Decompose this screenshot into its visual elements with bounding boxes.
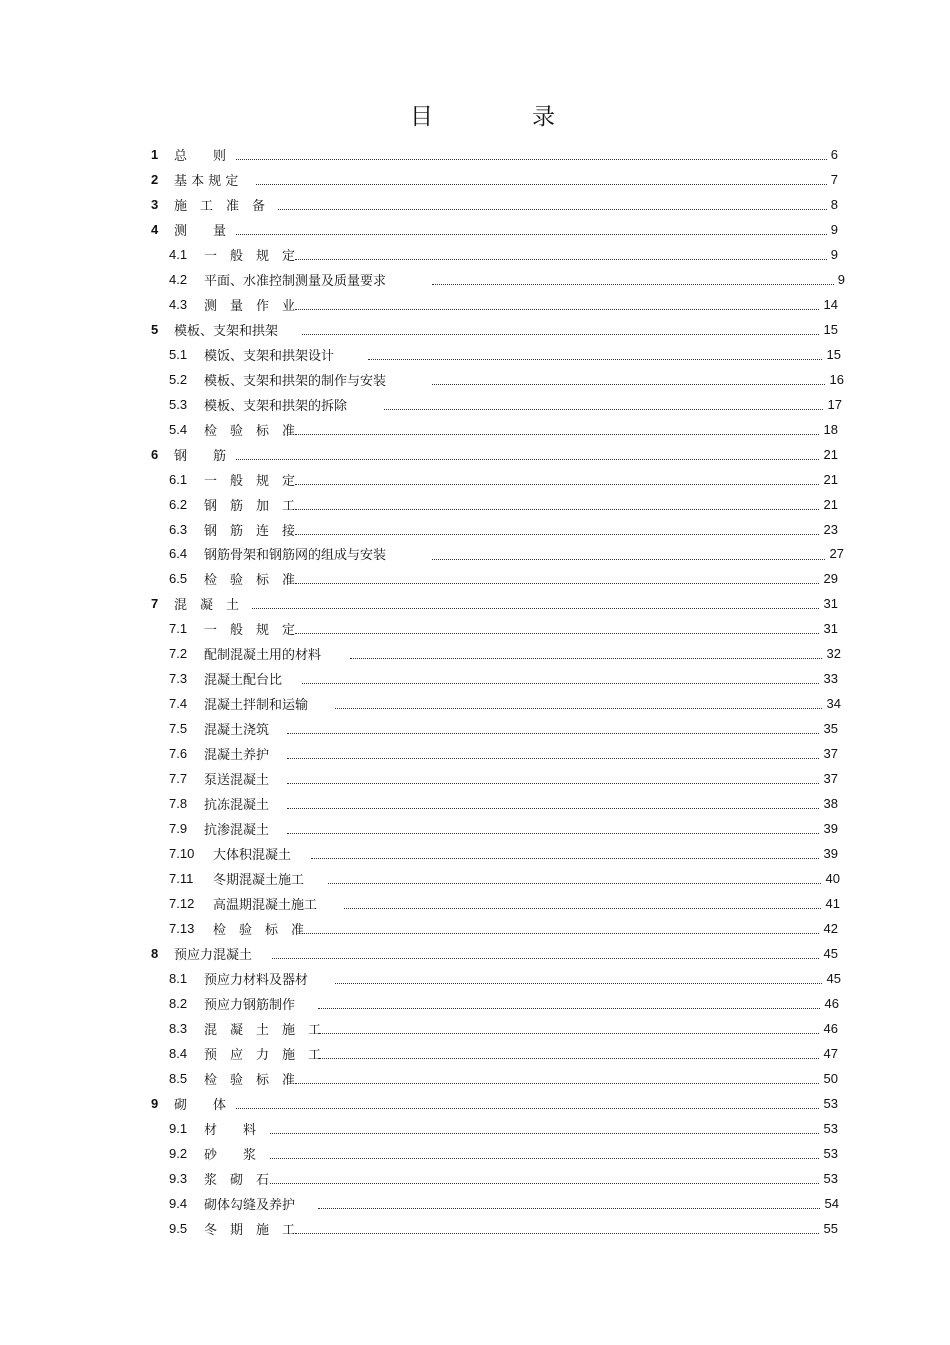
toc-entry-title: 钢 筋	[174, 448, 227, 464]
toc-entry-title: 钢 筋 加 工	[204, 498, 296, 514]
toc-section-entry[interactable]	[0, 1216, 950, 1241]
toc-entry-title: 模板、支架和拱架	[174, 323, 279, 339]
toc-entry-number: 5.3	[169, 396, 188, 412]
toc-section-entry[interactable]	[0, 841, 950, 866]
toc-section-entry[interactable]	[0, 517, 950, 542]
toc-entry-number: 9.5	[169, 1220, 188, 1236]
toc-leader-dots	[344, 907, 821, 909]
toc-page-number: 18	[823, 421, 838, 437]
toc-entry-title: 平面、水准控制测量及质量要求	[204, 273, 387, 289]
toc-entry-title: 检 验 标 准	[204, 573, 296, 589]
toc-page-number: 46	[823, 1020, 838, 1036]
toc-page-number: 34	[826, 696, 841, 712]
toc-entry-number: 7.9	[169, 821, 188, 837]
toc-page-number: 40	[825, 871, 840, 887]
toc-chapter-entry[interactable]	[0, 167, 950, 192]
toc-section-entry[interactable]	[0, 766, 950, 791]
toc-section-entry[interactable]	[0, 542, 950, 567]
toc-leader-dots	[236, 458, 819, 460]
toc-entry-number: 3	[151, 196, 159, 212]
toc-leader-dots	[287, 832, 819, 834]
toc-entry-title: 砌体勾缝及养护	[204, 1197, 296, 1213]
toc-entry-number: 2	[151, 171, 159, 187]
toc-entry-title: 混 凝 土	[174, 598, 240, 614]
toc-leader-dots	[287, 807, 819, 809]
toc-leader-dots	[318, 1207, 820, 1209]
toc-page-number: 53	[823, 1145, 838, 1161]
toc-chapter-entry[interactable]	[0, 142, 950, 167]
toc-entry-title: 模饭、支架和拱架设计	[204, 348, 335, 364]
toc-entry-title: 模板、支架和拱架的拆除	[204, 398, 348, 414]
toc-page-number: 39	[823, 821, 838, 837]
toc-entry-number: 7.2	[169, 646, 188, 662]
toc-entry-title: 混凝土养护	[204, 748, 270, 764]
toc-leader-dots	[270, 1132, 819, 1134]
toc-section-entry[interactable]	[0, 1141, 950, 1166]
toc-section-entry[interactable]	[0, 1191, 950, 1216]
toc-leader-dots	[295, 1082, 819, 1084]
toc-leader-dots	[287, 782, 819, 784]
toc-entry-number: 7.5	[169, 721, 188, 737]
toc-leader-dots	[302, 333, 819, 335]
toc-entry-number: 7.12	[169, 896, 195, 912]
toc-leader-dots	[295, 632, 819, 634]
toc-entry-number: 4	[151, 221, 159, 237]
toc-leader-dots	[295, 533, 819, 535]
toc-entry-title: 施 工 准 备	[174, 198, 266, 214]
toc-leader-dots	[318, 1032, 819, 1034]
toc-entry-title: 大体积混凝土	[213, 848, 292, 864]
table-of-contents	[0, 142, 950, 1241]
toc-entry-number: 1	[151, 146, 159, 162]
toc-entry-number: 5.4	[169, 421, 188, 437]
toc-page-number: 21	[823, 471, 838, 487]
toc-entry-number: 7.8	[169, 796, 188, 812]
toc-entry-number: 4.1	[169, 246, 188, 262]
toc-entry-title: 高温期混凝土施工	[213, 898, 318, 914]
toc-section-entry[interactable]	[0, 891, 950, 916]
toc-entry-number: 8	[151, 945, 159, 961]
toc-leader-dots	[318, 1057, 819, 1059]
toc-entry-number: 8.3	[169, 1020, 188, 1036]
toc-entry-number: 7.4	[169, 696, 188, 712]
toc-entry-number: 6.3	[169, 521, 188, 537]
toc-leader-dots	[335, 982, 822, 984]
toc-leader-dots	[295, 483, 819, 485]
toc-leader-dots	[236, 233, 827, 235]
toc-entry-title: 预 应 力 施 工	[204, 1047, 322, 1063]
toc-entry-number: 9.1	[169, 1120, 188, 1136]
toc-leader-dots	[318, 1007, 820, 1009]
toc-entry-number: 6.1	[169, 471, 188, 487]
toc-entry-title: 预应力混凝土	[174, 947, 253, 963]
toc-page-number: 45	[823, 945, 838, 961]
toc-section-entry[interactable]	[0, 467, 950, 492]
toc-page-number: 17	[827, 396, 842, 412]
toc-entry-number: 8.1	[169, 970, 188, 986]
toc-leader-dots	[236, 158, 827, 160]
toc-entry-title: 混凝土配台比	[204, 673, 283, 689]
toc-entry-title: 配制混凝土用的材料	[204, 648, 322, 664]
toc-page-number: 39	[823, 846, 838, 862]
toc-leader-dots	[302, 682, 819, 684]
toc-page-number: 6	[830, 146, 838, 162]
toc-entry-number: 5.1	[169, 346, 188, 362]
toc-page-number: 14	[823, 296, 838, 312]
toc-page-number: 27	[829, 546, 844, 562]
toc-entry-title: 总 则	[174, 148, 227, 164]
toc-section-entry[interactable]	[0, 966, 950, 991]
toc-leader-dots	[287, 732, 819, 734]
toc-section-entry[interactable]	[0, 342, 950, 367]
toc-page-number: 31	[823, 621, 838, 637]
toc-leader-dots	[295, 308, 819, 310]
toc-page-number: 15	[823, 321, 838, 337]
toc-section-entry[interactable]	[0, 1066, 950, 1091]
toc-page-number: 31	[823, 596, 838, 612]
toc-entry-title: 基 本 规 定	[174, 173, 239, 189]
toc-section-entry[interactable]	[0, 267, 950, 292]
toc-entry-number: 7.7	[169, 771, 188, 787]
toc-entry-title: 泵送混凝土	[204, 773, 270, 789]
toc-section-entry[interactable]	[0, 392, 950, 417]
toc-entry-title: 一 般 规 定	[204, 623, 296, 639]
toc-page-number: 37	[823, 771, 838, 787]
toc-section-entry[interactable]	[0, 691, 950, 716]
toc-leader-dots	[350, 657, 822, 659]
toc-entry-title: 砌 体	[174, 1097, 227, 1113]
toc-entry-title: 材 料	[204, 1122, 257, 1138]
toc-section-entry[interactable]	[0, 991, 950, 1016]
toc-section-entry[interactable]	[0, 616, 950, 641]
toc-entry-title: 测 量 作 业	[204, 298, 296, 314]
toc-page-number: 9	[837, 271, 845, 287]
toc-leader-dots	[295, 258, 827, 260]
toc-leader-dots	[328, 882, 821, 884]
toc-leader-dots	[272, 957, 819, 959]
toc-entry-title: 预应力钢筋制作	[204, 997, 296, 1013]
toc-entry-number: 9.3	[169, 1170, 188, 1186]
toc-entry-title: 检 验 标 准	[204, 1072, 296, 1088]
toc-entry-number: 6.5	[169, 571, 188, 587]
toc-entry-number: 7.6	[169, 746, 188, 762]
toc-entry-title: 模板、支架和拱架的制作与安装	[204, 373, 387, 389]
toc-entry-title: 混凝土拌制和运输	[204, 698, 309, 714]
toc-entry-number: 4.2	[169, 271, 188, 287]
toc-entry-number: 6	[151, 446, 159, 462]
toc-entry-title: 抗冻混凝土	[204, 798, 270, 814]
toc-page-number: 15	[826, 346, 841, 362]
toc-entry-number: 8.5	[169, 1070, 188, 1086]
toc-page-number: 55	[823, 1220, 838, 1236]
toc-entry-title: 测 量	[174, 223, 227, 239]
toc-leader-dots	[295, 433, 819, 435]
toc-page-number: 23	[823, 521, 838, 537]
toc-leader-dots	[256, 183, 827, 185]
toc-page-number: 33	[823, 671, 838, 687]
toc-entry-number: 5.2	[169, 371, 188, 387]
toc-section-entry[interactable]	[0, 866, 950, 891]
toc-entry-title: 一 般 规 定	[204, 473, 296, 489]
toc-leader-dots	[302, 932, 819, 934]
toc-page-number: 42	[823, 921, 838, 937]
toc-page-number: 21	[823, 446, 838, 462]
toc-leader-dots	[335, 707, 822, 709]
toc-page-number: 29	[823, 571, 838, 587]
toc-leader-dots	[287, 757, 819, 759]
toc-entry-number: 9	[151, 1095, 159, 1111]
toc-entry-title: 一 般 规 定	[204, 248, 296, 264]
toc-leader-dots	[295, 508, 819, 510]
toc-entry-number: 8.4	[169, 1045, 188, 1061]
toc-section-entry[interactable]	[0, 292, 950, 317]
page-title: 目 录	[410, 104, 593, 130]
toc-leader-dots	[236, 1107, 819, 1109]
toc-entry-number: 6.4	[169, 546, 188, 562]
toc-entry-number: 7.1	[169, 621, 188, 637]
toc-chapter-entry[interactable]	[0, 217, 950, 242]
toc-leader-dots	[432, 558, 825, 560]
toc-entry-title: 砂 浆	[204, 1147, 257, 1163]
toc-page-number: 32	[826, 646, 841, 662]
toc-leader-dots	[252, 607, 819, 609]
toc-section-entry[interactable]	[0, 492, 950, 517]
toc-entry-title: 预应力材料及器材	[204, 972, 309, 988]
toc-page-number: 53	[823, 1095, 838, 1111]
toc-chapter-entry[interactable]	[0, 192, 950, 217]
toc-section-entry[interactable]	[0, 666, 950, 691]
toc-section-entry[interactable]	[0, 716, 950, 741]
toc-entry-number: 7.3	[169, 671, 188, 687]
toc-entry-number: 9.2	[169, 1145, 188, 1161]
toc-page-number: 7	[830, 171, 838, 187]
toc-leader-dots	[270, 1182, 819, 1184]
toc-page-number: 47	[823, 1045, 838, 1061]
toc-entry-title: 检 验 标 准	[213, 923, 305, 939]
toc-entry-number: 7.10	[169, 846, 195, 862]
toc-entry-title: 钢筋骨架和钢筋网的组成与安装	[204, 548, 387, 564]
toc-chapter-entry[interactable]	[0, 941, 950, 966]
toc-entry-title: 检 验 标 准	[204, 423, 296, 439]
toc-entry-title: 冬 期 施 工	[204, 1222, 296, 1238]
toc-page-number: 41	[825, 896, 840, 912]
toc-entry-title: 混 凝 土 施 工	[204, 1022, 322, 1038]
toc-entry-number: 4.3	[169, 296, 188, 312]
toc-section-entry[interactable]	[0, 367, 950, 392]
toc-page-number: 54	[824, 1195, 839, 1211]
toc-leader-dots	[278, 208, 827, 210]
toc-leader-dots	[432, 283, 834, 285]
toc-entry-number: 7.11	[169, 871, 194, 887]
toc-section-entry[interactable]	[0, 417, 950, 442]
toc-page-number: 45	[826, 970, 841, 986]
toc-entry-title: 抗渗混凝土	[204, 823, 270, 839]
toc-page-number: 8	[830, 196, 838, 212]
toc-page-number: 46	[824, 995, 839, 1011]
toc-entry-number: 5	[151, 321, 159, 337]
toc-entry-title: 钢 筋 连 接	[204, 523, 296, 539]
toc-section-entry[interactable]	[0, 242, 950, 267]
toc-section-entry[interactable]	[0, 566, 950, 591]
toc-leader-dots	[384, 408, 823, 410]
toc-entry-number: 7.13	[169, 921, 195, 937]
toc-section-entry[interactable]	[0, 791, 950, 816]
toc-leader-dots	[368, 358, 822, 360]
toc-entry-number: 9.4	[169, 1195, 188, 1211]
toc-page-number: 37	[823, 746, 838, 762]
toc-leader-dots	[295, 1232, 819, 1234]
toc-page-number: 21	[823, 496, 838, 512]
toc-chapter-entry[interactable]	[0, 442, 950, 467]
toc-section-entry[interactable]	[0, 1041, 950, 1066]
toc-section-entry[interactable]	[0, 1016, 950, 1041]
toc-entry-number: 7	[151, 596, 159, 612]
toc-entry-number: 8.2	[169, 995, 188, 1011]
toc-chapter-entry[interactable]	[0, 1091, 950, 1116]
toc-page-number: 9	[830, 246, 838, 262]
toc-chapter-entry[interactable]	[0, 591, 950, 616]
toc-section-entry[interactable]	[0, 1116, 950, 1141]
toc-page-number: 50	[823, 1070, 838, 1086]
toc-section-entry[interactable]	[0, 1166, 950, 1191]
toc-section-entry[interactable]	[0, 641, 950, 666]
toc-entry-title: 冬期混凝土施工	[213, 873, 305, 889]
toc-leader-dots	[270, 1157, 819, 1159]
toc-page-number: 53	[823, 1170, 838, 1186]
toc-entry-number: 6.2	[169, 496, 188, 512]
toc-leader-dots	[432, 383, 825, 385]
toc-chapter-entry[interactable]	[0, 317, 950, 342]
toc-page-number: 16	[829, 371, 844, 387]
toc-page-number: 35	[823, 721, 838, 737]
toc-leader-dots	[311, 857, 819, 859]
toc-page-number: 9	[830, 221, 838, 237]
toc-page-number: 38	[823, 796, 838, 812]
toc-entry-title: 浆 砌 石	[204, 1172, 270, 1188]
toc-leader-dots	[295, 582, 819, 584]
toc-section-entry[interactable]	[0, 816, 950, 841]
toc-section-entry[interactable]	[0, 741, 950, 766]
toc-entry-title: 混凝土浇筑	[204, 723, 270, 739]
toc-section-entry[interactable]	[0, 916, 950, 941]
toc-page-number: 53	[823, 1120, 838, 1136]
